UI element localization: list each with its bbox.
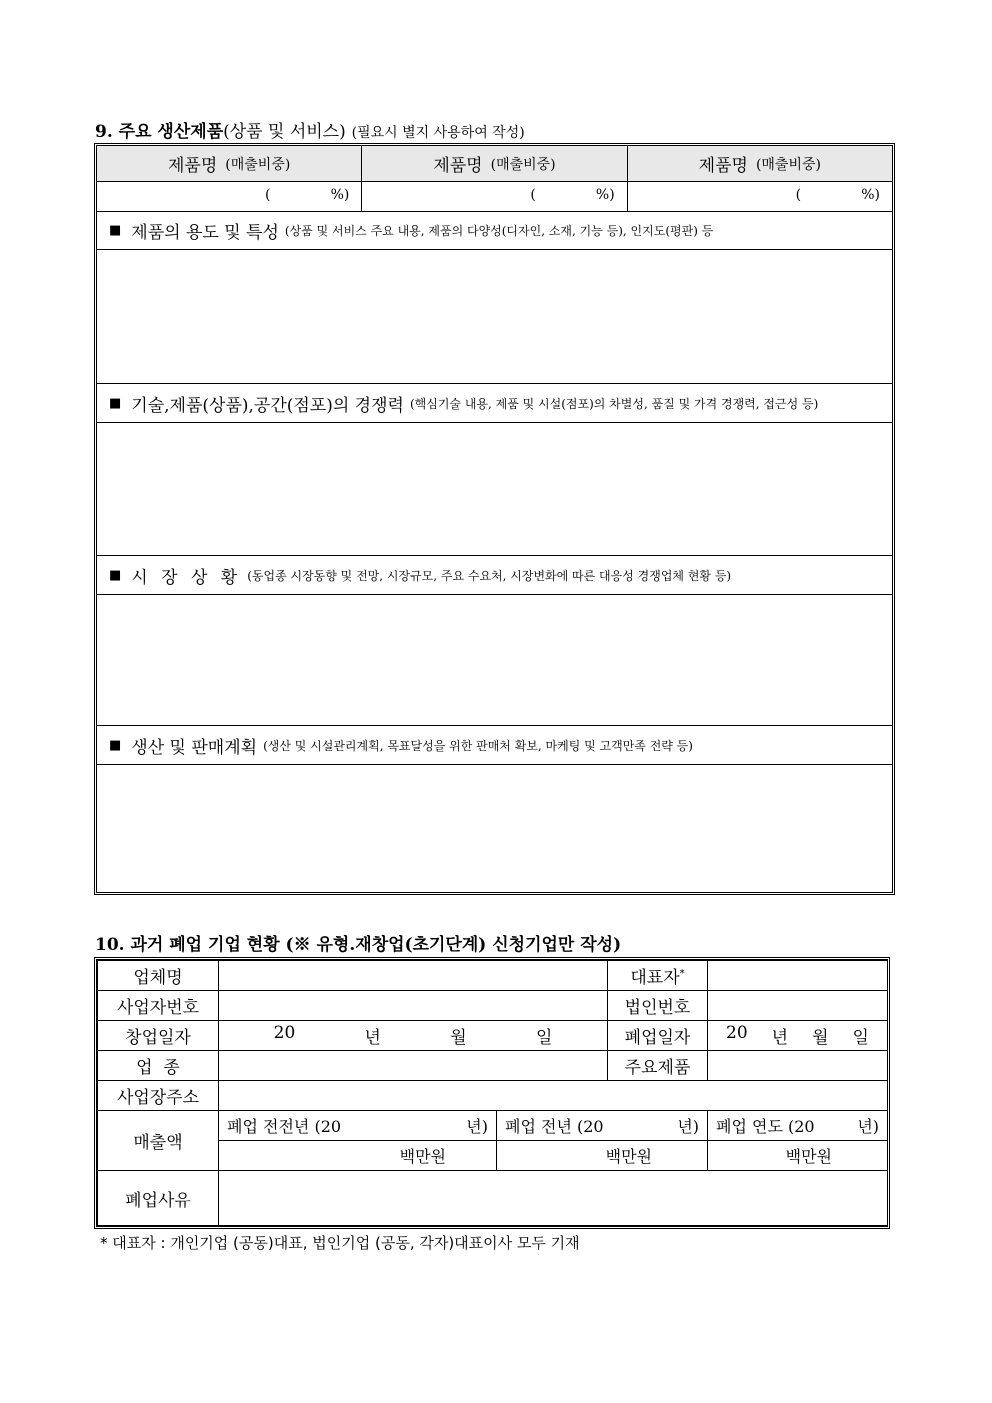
section-10-title: 10. 과거 폐업 기업 현황 (※ 유형.재창업(초기단계) 신청기업만 작성) — [95, 935, 622, 955]
usage-input-area[interactable] — [97, 250, 892, 384]
sales-col-header-1: 폐업 전전년 (20 년) — [219, 1111, 497, 1141]
sales-field-2[interactable]: 백만원 — [497, 1141, 708, 1171]
market-label: ■ 시 장 상 황 (동업종 시장동향 및 전망, 시장규모, 주요 수요처, 시장변화에 따른 대응성 경쟁업체 현황 등) — [97, 556, 892, 595]
bullet-icon: ■ — [109, 222, 122, 238]
market-input-area[interactable] — [97, 595, 892, 726]
section-9-note: (필요시 별지 사용하여 작성) — [351, 125, 525, 141]
corp-no-label: 법인번호 — [608, 991, 708, 1021]
competitiveness-input-area[interactable] — [97, 423, 892, 556]
company-name-label: 업체명 — [98, 961, 219, 991]
product-percent-field-1[interactable]: ( %) — [97, 181, 362, 211]
usage-label: ■ 제품의 용도 및 특성 (상품 및 서비스 주요 내용, 제품의 다양성(디자인, 소재, 기능 등), 인지도(평판) 등 — [97, 211, 892, 250]
close-date-field[interactable]: 20 년 월 일 — [708, 1021, 888, 1051]
biz-no-label: 사업자번호 — [98, 991, 219, 1021]
products-header-row — [97, 146, 892, 182]
address-field[interactable] — [219, 1081, 888, 1111]
footnote: * 대표자 : 개인기업 (공동)대표, 법인기업 (공동, 각자)대표이사 모두 기재 — [100, 1234, 580, 1252]
bullet-icon: ■ — [109, 395, 122, 411]
company-name-field[interactable] — [219, 961, 608, 991]
sales-plan-label: ■ 생산 및 판매계획 (생산 및 시설관리계획, 목표달성을 위한 판매처 확보, 마케팅 및 고객만족 전략 등) — [97, 726, 892, 765]
start-date-field[interactable]: 20 년 월 일 — [219, 1021, 608, 1051]
start-date-label: 창업일자 — [98, 1021, 219, 1051]
ceo-field[interactable] — [708, 961, 888, 991]
bullet-icon: ■ — [109, 737, 122, 753]
section-9-title: 9. 주요 생산제품(상품 및 서비스) (필요시 별지 사용하여 작성) — [95, 122, 525, 142]
products-percent-row — [97, 181, 892, 212]
close-date-label: 폐업일자 — [608, 1021, 708, 1051]
corp-no-field[interactable] — [708, 991, 888, 1021]
products-table — [94, 143, 895, 895]
industry-field[interactable] — [219, 1051, 608, 1081]
industry-label: 업 종 — [98, 1051, 219, 1081]
product-percent-field-2[interactable]: ( %) — [362, 181, 627, 211]
bullet-icon: ■ — [109, 567, 122, 583]
competitiveness-label: ■ 기술,제품(상품),공간(점포)의 경쟁력 (핵심기술 내용, 제품 및 시설(점포)의 차별성, 품질 및 가격 경쟁력, 접근성 등) — [97, 384, 892, 423]
product-percent-field-3[interactable]: ( %) — [795, 187, 880, 203]
product-header-1: 제품명 (매출비중) — [97, 146, 362, 181]
closed-business-table — [94, 957, 890, 1229]
sales-field-1[interactable]: 백만원 — [219, 1141, 497, 1171]
sales-col-header-2: 폐업 전년 (20 년) — [497, 1111, 708, 1141]
biz-no-field[interactable] — [219, 991, 608, 1021]
product-header-3: 제품명 (매출비중) — [698, 156, 821, 176]
main-product-label: 주요제품 — [608, 1051, 708, 1081]
sales-plan-input-area[interactable] — [97, 765, 892, 892]
reason-label: 폐업사유 — [98, 1171, 219, 1226]
sales-label: 매출액 — [98, 1111, 219, 1171]
ceo-label: 대표자* — [608, 961, 708, 991]
sales-col-header-3: 폐업 연도 (20 년) — [708, 1111, 888, 1141]
product-header-2: 제품명 (매출비중) — [362, 146, 627, 181]
sales-field-3[interactable]: 백만원 — [708, 1141, 888, 1171]
reason-field[interactable] — [219, 1171, 888, 1226]
address-label: 사업장주소 — [98, 1081, 219, 1111]
main-product-field[interactable] — [708, 1051, 888, 1081]
